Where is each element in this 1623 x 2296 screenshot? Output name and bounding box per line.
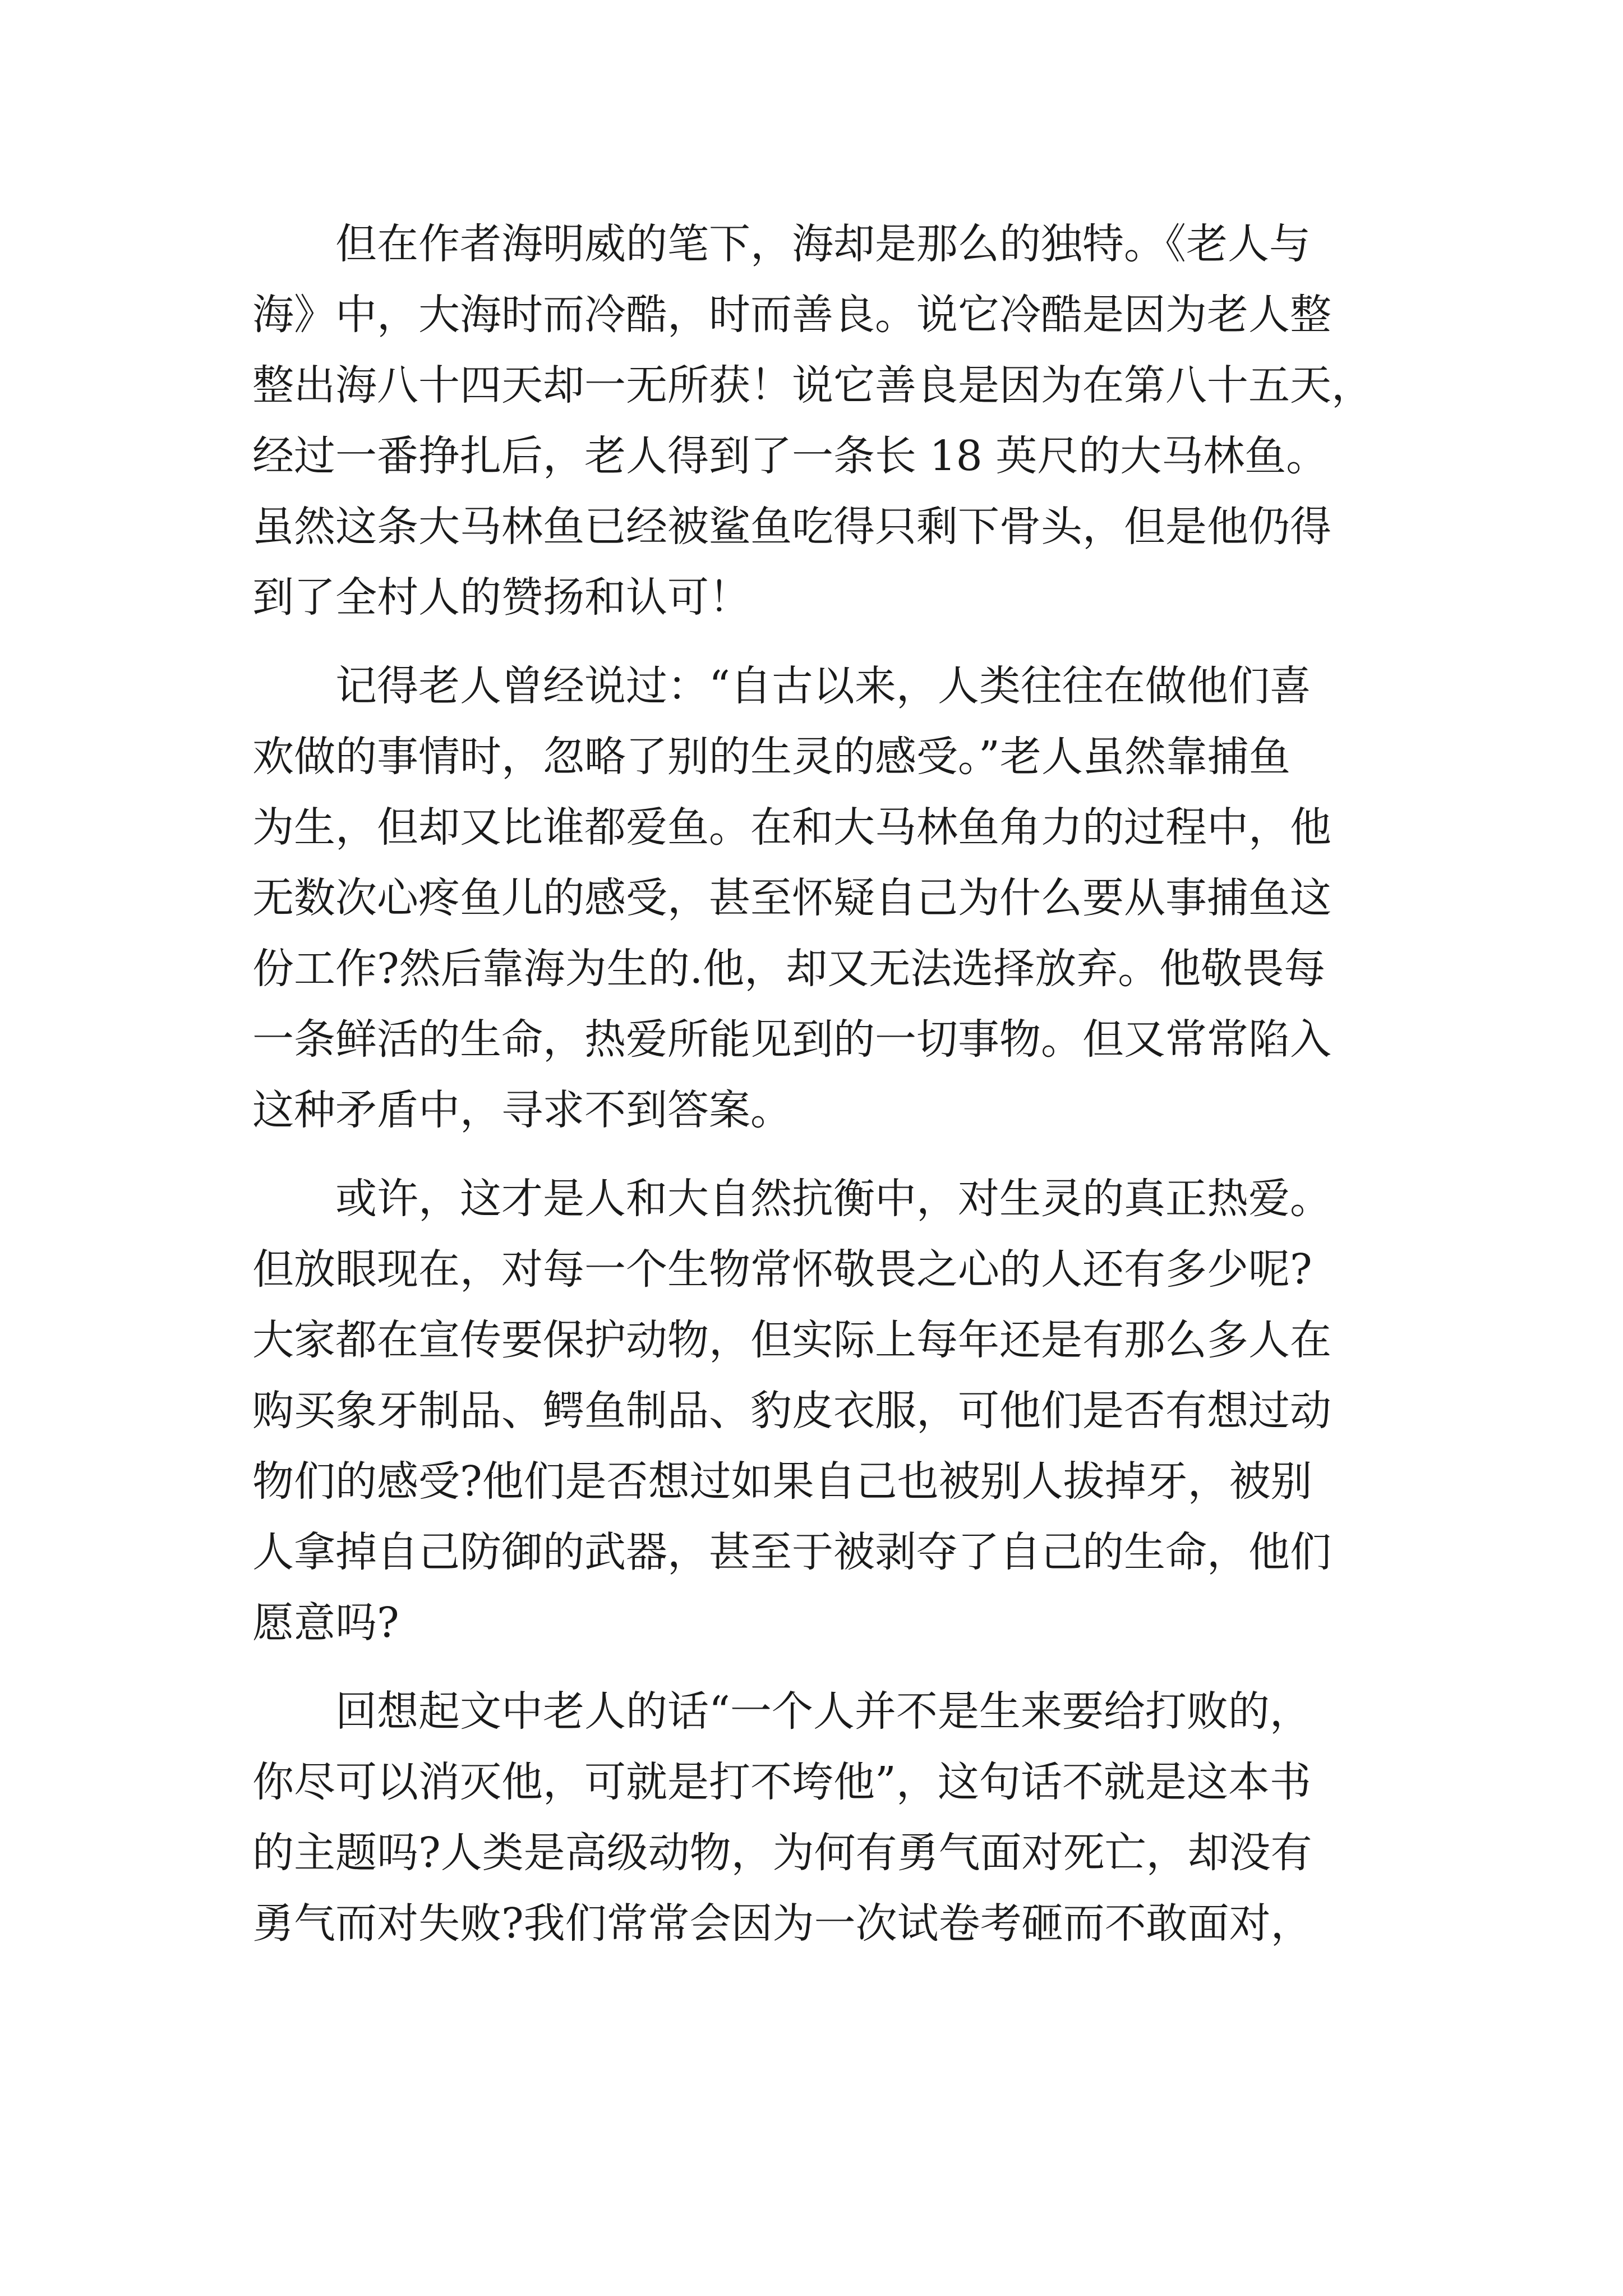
text-line: 你尽可以消灭他，可就是打不垮他”，这句话不就是这本书: [252, 1758, 1311, 1806]
text-line: 一条鲜活的生命，热爱所能见到的一切事物。但又常常陷入: [252, 1015, 1331, 1064]
text-line: 但放眼现在，对每一个生物常怀敬畏之心的人还有多少呢?: [252, 1245, 1312, 1294]
text-line: 到了全村人的赞扬和认可！: [252, 573, 750, 622]
paragraph-2: [252, 651, 1396, 1145]
text-line: 海》中，大海时而冷酷，时而善良。说它冷酷是因为老人整: [252, 291, 1331, 339]
text-line: 勇气而对失败?我们常常会因为一次试卷考砸而不敢面对，: [252, 1899, 1312, 1948]
text-line: 欢做的事情时，忽略了别的生灵的感受。”老人虽然靠捕鱼: [252, 733, 1290, 781]
paragraph-1: [252, 209, 1396, 633]
paragraph-3: [252, 1163, 1396, 1658]
text-line: 但在作者海明威的笔下，海却是那么的独特。《老人与: [335, 220, 1311, 268]
text-line: 回想起文中老人的话“一个人并不是生来要给打败的，: [335, 1687, 1311, 1736]
text-line: 为生，但却又比谁都爱鱼。在和大马林鱼角力的过程中，他: [252, 803, 1331, 852]
text-line: 或许，这才是人和大自然抗衡中，对生灵的真正热爱。: [335, 1175, 1331, 1223]
text-line: 整出海八十四天却一无所获！说它善良是因为在第八十五天，: [252, 361, 1373, 409]
text-line: 无数次心疼鱼儿的感受，甚至怀疑自己为什么要从事捕鱼这: [252, 874, 1331, 922]
text-line: 这种矛盾中，寻求不到答案。: [252, 1086, 792, 1134]
text-line: 愿意吗?: [252, 1599, 399, 1647]
text-line: 大家都在宣传要保护动物，但实际上每年还是有那么多人在: [252, 1316, 1331, 1364]
paragraph-4: [252, 1676, 1396, 1959]
text-line: 记得老人曾经说过：“自古以来，人类往往在做他们喜: [335, 662, 1311, 710]
text-line: 的主题吗?人类是高级动物，为何有勇气面对死亡，却没有: [252, 1829, 1312, 1877]
text-line: 物们的感受?他们是否想过如果自己也被别人拔掉牙，被别: [252, 1457, 1312, 1506]
text-line: 虽然这条大马林鱼已经被鲨鱼吃得只剩下骨头，但是他仍得: [252, 503, 1331, 551]
text-line: 经过一番挣扎后，老人得到了一条长 18 英尺的大马林鱼。: [252, 432, 1328, 480]
text-line: 人拿掉自己防御的武器，甚至于被剥夺了自己的生命，他们: [252, 1528, 1331, 1576]
text-line: 购买象牙制品、鳄鱼制品、豹皮衣服，可他们是否有想过动: [252, 1387, 1331, 1435]
text-line: 份工作?然后靠海为生的.他，却又无法选择放弃。他敬畏每: [252, 945, 1326, 993]
document-body: [252, 209, 1396, 1977]
